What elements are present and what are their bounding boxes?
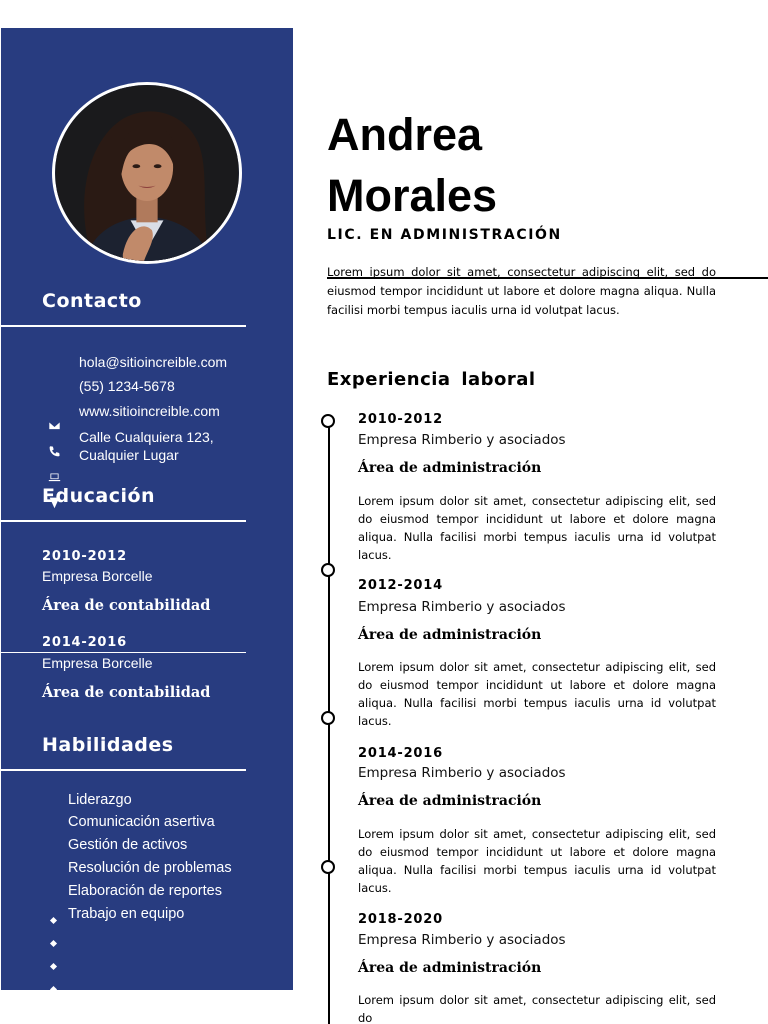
job-years: 2012-2014	[358, 578, 443, 593]
timeline-node-icon	[321, 860, 335, 874]
contact-heading: Contacto	[42, 290, 142, 312]
education-company: Empresa Borcelle	[42, 568, 153, 584]
profile-photo	[52, 82, 242, 264]
job-company: Empresa Rimberio y asociados	[358, 765, 566, 781]
education-years: 2014-2016	[42, 635, 127, 650]
job-description: Lorem ipsum dolor sit amet, consectetur adipiscing elit, sed do eiusmod tempor incididunt ut labore et dolore magna aliqua. Nulla facilisi morbi tempus iaculis urna id volutpat lacus.	[358, 660, 716, 728]
laptop-icon	[47, 470, 61, 484]
job-description: Lorem ipsum dolor sit amet, consectetur adipiscing elit, sed do	[358, 993, 716, 1024]
skill-item: Gestión de activos	[68, 837, 188, 853]
job-area: Área de administración	[358, 627, 542, 643]
contact-address-line1: Calle Cualquiera 123,	[79, 429, 214, 445]
education-area: Área de contabilidad	[42, 597, 211, 614]
contact-address-line2: Cualquier Lugar	[79, 447, 179, 463]
profile-photo-image	[55, 85, 239, 261]
skill-item: Trabajo en equipo	[68, 906, 185, 922]
summary-text: Lorem ipsum dolor sit amet, consectetur adipiscing elit, sed do eiusmod tempor incididunt ut labore et dolore magna aliqua. Nulla facilisi morbi tempus iaculis urna id volutpat lacus.	[327, 265, 716, 317]
last-name: Morales	[327, 170, 498, 221]
job-area: Área de administración	[358, 793, 542, 809]
job-years: 2018-2020	[358, 912, 443, 927]
job-area: Área de administración	[358, 960, 542, 976]
timeline-node-icon	[321, 414, 335, 428]
timeline-node-icon	[321, 563, 335, 577]
first-name: Andrea	[327, 109, 483, 160]
skill-item: Comunicación asertiva	[68, 814, 215, 830]
education-years: 2010-2012	[42, 549, 127, 564]
envelope-icon	[47, 418, 61, 432]
education-divider	[0, 520, 246, 522]
job-company: Empresa Rimberio y asociados	[358, 932, 566, 948]
timeline-node-icon	[321, 711, 335, 725]
job-area: Área de administración	[358, 460, 542, 476]
skills-heading: Habilidades	[42, 734, 174, 756]
contact-divider	[0, 325, 246, 327]
job-company: Empresa Rimberio y asociados	[358, 599, 566, 615]
skill-item: Resolución de problemas	[68, 860, 232, 876]
job-company: Empresa Rimberio y asociados	[358, 432, 566, 448]
job-years: 2014-2016	[358, 746, 443, 761]
experience-heading: Experiencia laboral	[327, 369, 536, 390]
job-years: 2010-2012	[358, 412, 443, 427]
education-item-divider	[0, 652, 246, 653]
skills-divider	[0, 769, 246, 771]
job-description: Lorem ipsum dolor sit amet, consectetur adipiscing elit, sed do eiusmod tempor incididunt ut labore et dolore magna aliqua. Nulla facilisi morbi tempus iaculis urna id volutpat lacus.	[358, 827, 716, 895]
education-area: Área de contabilidad	[42, 684, 211, 701]
phone-icon	[47, 444, 61, 458]
education-company: Empresa Borcelle	[42, 655, 153, 671]
skill-item: Liderazgo	[68, 792, 132, 808]
contact-phone[interactable]: (55) 1234-5678	[79, 378, 175, 394]
contact-email[interactable]: hola@sitioincreible.com	[79, 354, 228, 370]
contact-website[interactable]: www.sitioincreible.com	[79, 403, 220, 419]
education-heading: Educación	[42, 485, 156, 507]
job-description: Lorem ipsum dolor sit amet, consectetur adipiscing elit, sed do eiusmod tempor incididunt ut labore et dolore magna aliqua. Nulla facilisi morbi tempus iaculis urna id volutpat lacus.	[358, 494, 716, 562]
skill-item: Elaboración de reportes	[68, 883, 222, 899]
job-title: LIC. EN ADMINISTRACIÓN	[327, 227, 562, 243]
